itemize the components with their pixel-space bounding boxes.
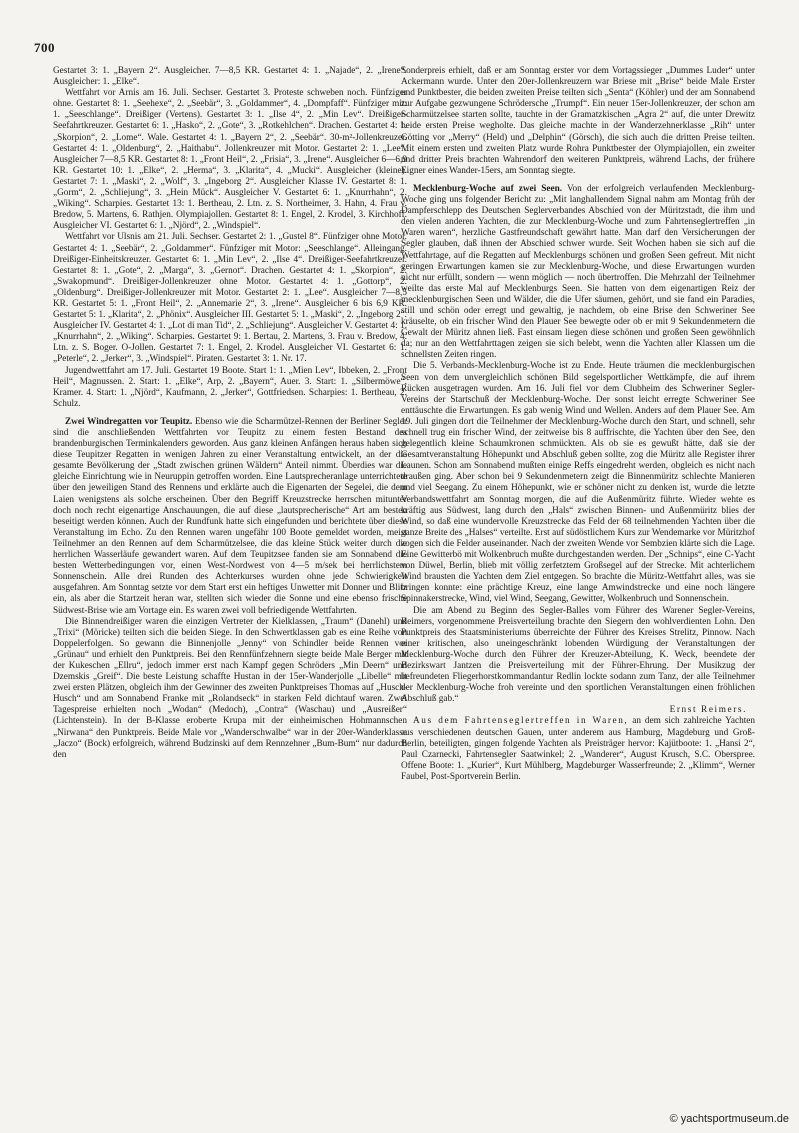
author-signature: Ernst Reimers. [669,705,747,716]
mecklenburg-paragraph-3: Die am Abend zu Beginn des Segler-Balles vom Führer des Warener Segler-Vereins, Reimers, vorgenommene Preisverteilung brachte den Siegern den wohlverdienten Lohn. Den Punktpreis des Staatsministeriums überreichte der Führer des Kreises Strelitz, Pinnow. Nach einer kritischen, also uneingeschränkt lobenden Würdigung der Veranstaltungen der Mecklenburg-Woche durch den Führer der Kreuzer-Abteilung, K. Weck, beendete der Bezirkswart Jantzen die Preisverteilung mit der Führer-Ehrung. Der Musikzug der befreundeten Fliegerhorstkommandantur Redlin lockte sodann zum Tanz, der alle Teilnehmer der Mecklenburg-Woche froh vereinte und den sportlichen Veranstaltungen einen fröhlichen Abschluß gab.“ [401,605,755,705]
teupitz-heading: Zwei Windregatten vor Teupitz. [65,416,193,427]
mecklenburg-article [401,184,755,362]
teupitz-article [53,417,407,617]
ulsnis-race-report: Wettfahrt vor Ulsnis am 21. Juli. Sechser. Gestartet 2: 1. „Gustel 8“. Fünfziger ohne Motor. Gestartet 4: 1. „Seebär“, 2. „Goldammer“. Fünfziger mit Motor: „Seeschlange“. Alleingang. Dreißiger-Einheitskreuzer. Gestartet 6: 1. „Min Lev“, 2. „Ilse 4“. Dreißiger-Seefahrtkreuzer. Gestartet 8: 1. „Gote“, 2. „Marga“, 3. „Gernot“. Drachen. Gestartet 4: 1. „Skorpion“, 2. „Swakopmund“. Dreißiger-Jollenkreuzer ohne Motor. Gestartet 4: 1. „Gottorp“, 2. „Oldenburg“. Dreißiger-Jollenkreuzer mit Motor. Gestartet 2: 1. „Lee“. Ausgleicher 7—8,5 KR. Gestartet 5: 1. „Front Heil“, 2. „Annemarie 2“, 3. „Irene“. Ausgleicher 6 bis 6,9 KR. Gestartet 5: 1. „Klarita“, 2. „Phönix“. Ausgleicher III. Gestartet 5: 1. „Maski“, 2. „Ingeborg 2“. Ausgleicher IV. Gestartet 4: 1. „Lot di man Tid“, 2. „Schliejung“. Ausgleicher V. Gestartet 4: 1. „Knurrhahn“, 2. „Wiking“. Scharpies. Gestartet 9: 1. Bertau, 2. Martens, 3. Frau v. Bredow, 4. Ltn. z. S. Boger. O-Jollen. Gestartet 7: 1. Engel, 2. Krodel. Ausgleicher VI. Gestartet 6: 1. „Peterle“, 2. „Jerker“, 3. „Windspiel“. Piraten. Gestartet 3: 1. Nr. 17. [53,232,407,365]
right-column [401,66,755,783]
arnis-race-report: Wettfahrt vor Arnis am 16. Juli. Sechser. Gestartet 3. Proteste schweben noch. Fünfziger ohne. Gestartet 8: 1. „Seehexe“, 2. „Seebär“, 3. „Goldammer“, 4. „Dompfaff“. Fünfziger mit: 1. „Seeschlange“. Dreißiger (Vertens). Gestartet 3: 1. „Ilse 4“, 2. „Min Lev“. Dreißiger-Seefahrtkreuzer. Gestartet 6: 1. „Hasko“, 2. „Gote“, 3. „Rotkehlchen“. Drachen. Gestartet 4: 1. „Skorpion“, 2. „Lome“. Wale. Gestartet 4: 1. „Bayern 2“, 2. „Seebär“. 30-m²-Jollenkreuzer. Gestartet 4: 1. „Oldenburg“, 2. „Haithabu“. Jollenkreuzer mit Motor. Gestartet 2: 1. „Lee“. Ausgleicher 7—8,5 KR. Gestartet 8: 1. „Front Heil“, 2. „Frisia“, 3. „Irene“. Ausgleicher 6—6,9 KR. Gestartet 10: 1. „Elke“, 2. „Herma“, 3. „Klarita“, 4. „Mucki“. Ausgleicher (kleine). Gestartet 7: 1. „Maski“, 2. „Wolf“, 3. „Ingeborg 2“. Ausgleicher Klasse IV. Gestartet 8: 1. „Gorm“, 2. „Schliejung“, 3. „Hein Mück“. Ausgleicher V. Gestartet 6: 1. „Knurrhahn“, 2. „Wiking“. Scharpies. Gestartet 13: 1. Bertheau, 2. Ltn. z. S. Northeimer, 3. Hahn, 4. Frau v. Bredow, 5. Martens, 6. Rathjen. Olympiajollen. Gestartet 8: 1. Engel, 2. Krodel, 3. Kirchhoff. Ausgleicher VI. Gestartet 6: 1. „Njörd“, 2. „Windspiel“. [53,88,407,232]
watermark-text: © yachtsportmuseum.de [669,1113,789,1125]
mecklenburg-heading: Mecklenburg-Woche auf zwei Seen. [413,183,563,194]
youth-race-report: Jugendwettfahrt am 17. Juli. Gestartet 19 Boote. Start 1: 1. „Mien Lev“, Ibbeken, 2. „Front Heil“, Magnussen. 2. Start: 1. „Elke“, Arp, 2. „Bayern“, Auer. 3. Start: 1. „Silbermöwe“, Kramer. 4. Start: 1. „Njörd“, Kaufmann, 2. „Jerker“, Gottfriedsen. Scharpies: 1. Bertheau, 2. Schulz. [53,365,407,409]
fahrtensegler-heading: Aus dem Fahrtenseglertreffen in Waren, [413,716,629,727]
mecklenburg-paragraph-1: Von der erfolgreich verlaufenden Mecklenburg-Woche ging uns folgender Bericht zu: „Mit langhallendem Signal nahm am Montag früh der Dampferschlepp des Deutschen Seglerverbandes Abschied von der Müritzstadt, die ihm und den vielen anderen Yachten, die zur Mecklenburg-Woche und zum Fahrtenseglertreffen „in Waren waren“, herzliche Gastfreundschaft gewährt hatte. Man darf den Versicherungen der Segler glauben, daß ihnen der Abschied schwer wurde. Seit Wochen haben sie sich auf die Wettfahrtage, auf die Regatten auf Mecklenburgs schönen und großen Seen gefreut. Mit nicht geringen Erwartungen kamen sie zur Mecklenburg-Woche, und diese Erwartungen wurden nicht nur erfüllt, sondern — wenn möglich — noch übertroffen. Die Mehrzahl der Teilnehmer weilte das erste Mal auf Mecklenburgs Seen. Sie hatten von dem eigenartigen Reiz der mecklenburgischen Seen und Wälder, die die Ufer säumen, gehört, und sie fand ein Paradies, still und schön oder erregt und gewaltig, je nachdem, ob eine Brise den Schweriner See kräuselte, ob ein frischer Wind den Plauer See bewegte oder ob er mit 9 Sekundenmetern die Gewalt der Müritz ahnen ließ. Fast einsam liegen diese schönen und großen Seen gewöhnlich da; nur an den Wettfahrttagen zeigen sie sich belebt, wenn die Yachten aller Klassen um die schnellsten Zeiten ringen. [401,183,755,361]
teupitz-paragraph-2: Die Binnendreißiger waren die einzigen Vertreter der Kielklassen, „Traum“ (Danehl) und „Trixi“ (Möricke) teilten sich die beiden Siege. In den Schwertklassen gab es eine Reihe von Doppelerfolgen. So gewann die Binnenjolle „Jenny“ von Schindler beide Rennen vor „Grünau“ und erhielt den Punktpreis. Bei den Rennfünfzehnern siegte beide Male Berger mit der Kukeschen „Ellru“, jedoch immer erst nach Kampf gegen Schröders „Min Deern“ und Dzemskis „Greif“. Die beste Leistung schaffte Hustan in der 15er-Wanderjolle „Libelle“ mit zwei ersten Plätzen, obgleich ihm der Gewinner des zweiten Punktpreises Thomas auf „Husch-Husch“ und am Sonnabend Franke mit „Rolandseck“ in starken Feld dichtauf waren. Zwei Tagespreise erhielten noch „Wodan“ (Medoch), „Contra“ (Waschau) und „Ausreißer“ (Lichtenstein). In der B-Klasse eroberte Krupa mit der einheimischen Hohmannschen „Nirwana“ den Punktpreis. Beide Male vor „Wanderschwalbe“ war in der 20er-Wanderklasse „Jaczo“ (Bock) erfolgreich, während Budzinski auf dem Rennzehner „Bum-Bum“ nur dadurch den [53,616,407,760]
arnis-results-tail: Gestartet 3: 1. „Bayern 2“. Ausgleicher. 7—8,5 KR. Gestartet 4: 1. „Najade“, 2. „Irene“. Ausgleicher: 1. „Elke“. [53,66,407,88]
left-column [53,66,407,761]
mecklenburg-paragraph-2: Die 5. Verbands-Mecklenburg-Woche ist zu Ende. Heute träumen die mecklenburgischen Seen von dem unvergleichlich schönen Bild segelsportlicher Wettkämpfe, die auf ihrem Rücken ausgetragen wurden. Am 16. Juli fiel vor dem Clubheim des Schweriner Segler-Vereins der Startschuß der Mecklenburg-Woche. Der sonst leicht erregte Schweriner See enttäuschte die Erwartungen. Es gab wenig Wind und Wellen. Anders auf dem Plauer See. Am 19. Juli gingen dort die Teilnehmer der Mecklenburg-Woche durch den Start, und schnell, sehr schnell trug ein frischer Wind, der zeitweise bis 8 auffrischte, die Yachten über den See, den gelegentlich kleine Schaumkronen schmückten. Als ob sie es gewußt hätte, daß sie der Gesamtveranstaltung Höhepunkt und Abschluß geben sollte, zog die Müritz alle Register ihrer Launen. Schon am Sonnabend mußten einige Reffs eingedreht werden, obgleich es nicht nach draußen ging. Aber schon bei 9 Sekundenmetern zeigt die Binnenmüritz schlechte Manieren und viel Seegang. Zu einem Höhepunkt, wie er schöner nicht zu denken ist, wurde die letzte Verbandswettfahrt am Sonntag morgen, die auf die Außenmüritz führte. Wieder wehte es kräftig aus Südwest, lang durch den „Hals“ zwischen Binnen- und Außenmüritz blies der Wind, so daß eine wundervolle Kreuzstrecke das Feld der 68 teilnehmenden Yachten über die ganze Breite des „Halses“ verteilte. Erst auf südöstlichem Kurs zur Wendemarke vor Müritzhof zogen sich die Felder auseinander. Nach der zweiten Wende vor Sembzien klärte sich die Lage. Eine Gewitterbö mit Wolkenbruch mußte durchgestanden werden. Der „Schnips“, eine C-Yacht von Düwel, Berlin, blieb mit völlig zerfetztem Großsegel auf der Strecke. Mit achterlichem Wind brausten die Yachten dem Ziel entgegen. So brachte die Müritz-Wettfahrt alles, was sie bringen konnte: eine prächtige Kreuz, eine lange Amwindstrecke und eine noch längere Spinnakerstrecke, Wind, viel Wind, Seegang, Gewitter, Wolkenbruch und Sonnenschein. [401,361,755,605]
teupitz-continuation: Sonderpreis erhielt, daß er am Sonntag erster vor dem Vortagssieger „Dummes Luder“ unter Ackermann wurde. Unter den 20er-Jollenkreuzern war Briese mit „Brise“ beide Male Erster und Punktbester, die beiden zweiten Preise teilten sich „Senta“ (Köhler) und der am Sonnabend zur Aufgabe gezwungene Schrödersche „Trumpf“. Ein neuer 15er-Jollenkreuzer, der schon am Scharmützelsee starten sollte, tauchte in der Gramatzkischen „Agra 2“ auf, die unter Drewitz beide ersten Preise wegholte. Das gleiche machte in der Wanderzehnerklasse „Rih“ unter Götting vor „Merry“ (Held) und „Delphin“ (Görsch), die sich auch die dritten Preise teilten. Mit einem ersten und zweiten Platz wurde Rohra Punktbester der Olympiajollen, ein zweiter und dritter Preis brachten Wahrendorf den weiteren Punktpreis, während Lachs, der frühere Eigner eines Wander-15ers, am Sonntag siegte. [401,66,755,176]
teupitz-paragraph-1: Ebenso wie die Scharmützel-Rennen der Berliner Segler sind die anschließenden Wettfahrten vor Teupitz zu einem festen Bestand des brandenburgischen Terminkalenders geworden. Aus ganz kleinen Anfängen heraus haben sich diese Teupitzer Regatten in wenigen Jahren zu einer Veranstaltung entwickelt, an der die gesamte Bevölkerung der „Stadt zwischen grünen Wäldern“ Anteil nimmt. Überdies war die gleiche Einrichtung wie in Neuruppin getroffen worden. Eine Lautsprecheranlage unterrichtete über den jeweiligen Stand des Rennens und erklärte auch die Eigenarten der Segelei, die dem Laien wenigstens als solche erscheinen. Über den Begriff Kreuzstrecke herrschen mitunter doch noch recht eigenartige Anschauungen, die auf diese „lautsprecherische“ Art am besten beseitigt werden können. Auch der Rundfunk hatte sich eingefunden und berichtete über diese Veranstaltung im Echo. Zu den Rennen waren ungefähr 100 Boote gemeldet worden, meist Teilnehmer an den Rennen auf dem Scharmützelsee, die das kleine Stück weiter durch die herrlichen Wasserläufe gewandert waren. Auf dem Teupitzsee fanden sie am Sonnabend die besten Wetterbedingungen vor, einen West-Nordwest von 4—5 m/sek bei herrlichstem Sonnenschein. Alle drei Runden des Achterkurses wurden ohne jede Schwierigkeit ausgefahren. Am Sonntag setzte vor dem Start erst ein heftiges Unwetter mit Donner und Blitz ein, als aber die Startzeit heran war, stellten sich wieder die Sonne und eine ebenso frische Südwest-Brise wie am Vortage ein. Es waren zwei voll befriedigende Wettfahrten. [53,416,408,616]
fahrtensegler-article [401,716,755,783]
fahrtensegler-body: an dem sich zahlreiche Yachten aus verschiedenen deutschen Gauen, unter anderem aus Hamburg, Magdeburg und Groß-Berlin, beteiligten, gingen folgende Yachten als Preisträger hervor: Kajütboote: 1. „Hansi 2“, Paul Czarnecki, Fahrtensegler Saatwinkel; 2. „Wanderer“, August Krusch, S.C. Oberspree. Offene Boote: 1. „Kurier“, Kurt Mühlberg, Magdeburger Wasserfreunde; 2. „Klimm“, Werner Faubel, Post-Sportverein Berlin. [401,716,756,782]
page-number: 700 [34,40,55,55]
